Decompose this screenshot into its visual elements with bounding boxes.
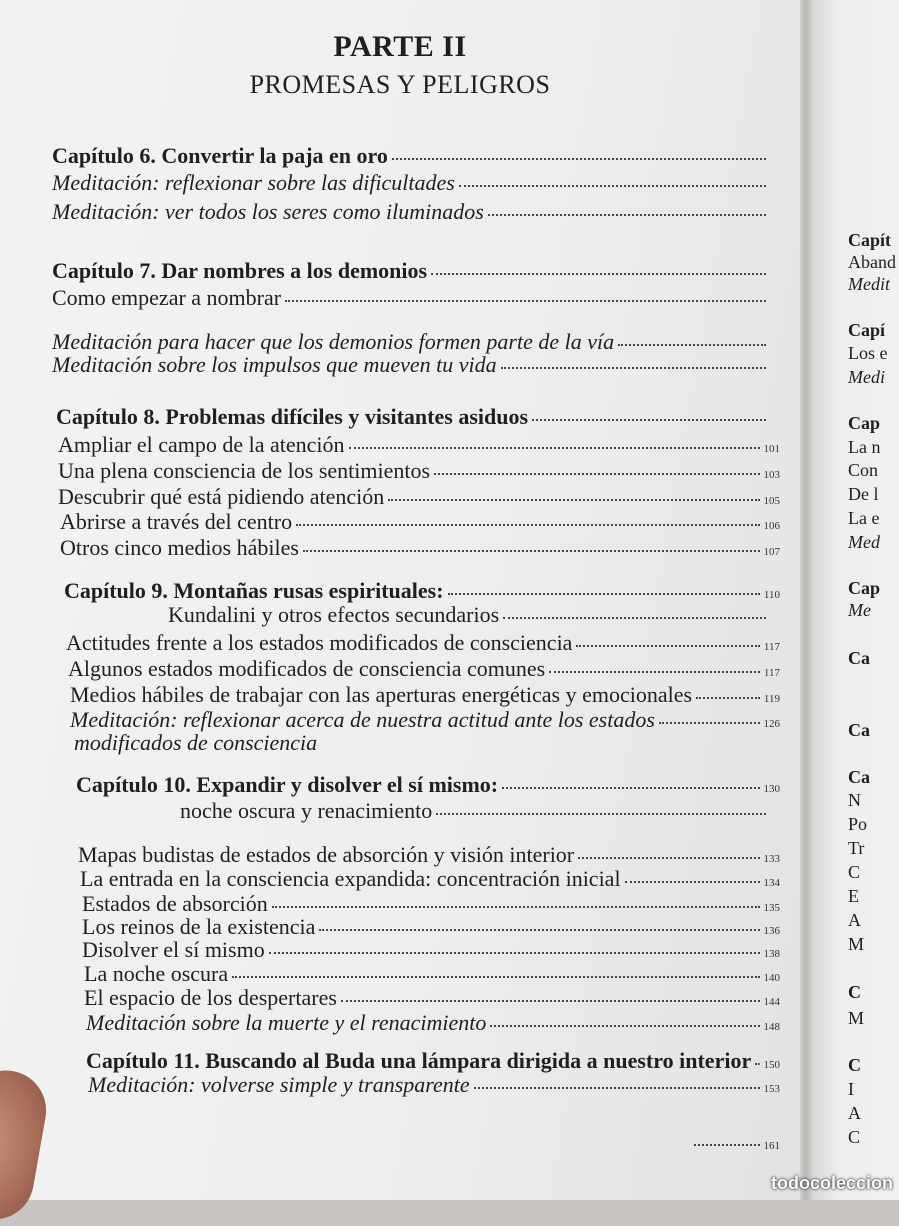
toc-leader-dots	[303, 550, 760, 552]
facing-page-line: Ca	[848, 720, 870, 740]
toc-page-number: 119	[763, 693, 780, 705]
toc-entry-text: La entrada en la consciencia expandida: concentración inicial	[80, 866, 621, 891]
toc-leader-dots	[436, 813, 766, 815]
toc-entry-text: Los reinos de la existencia	[82, 914, 316, 939]
toc-leader-dots	[269, 952, 760, 954]
facing-page-line: Cap	[848, 578, 881, 598]
toc-page-number: 107	[763, 546, 780, 558]
facing-page-line: E	[848, 886, 859, 906]
toc-entry-text: Meditación: volverse simple y transparente	[88, 1072, 470, 1097]
toc-leader-dots	[696, 697, 760, 699]
toc-entry	[84, 961, 780, 987]
facing-page-line: M	[848, 934, 865, 954]
toc-leader-dots	[392, 158, 766, 160]
toc-entry	[76, 772, 780, 798]
book-gutter	[800, 0, 812, 1200]
toc-leader-dots	[576, 645, 759, 647]
toc-entry-text: Algunos estados modificados de consciencia comunes	[68, 656, 546, 681]
toc-entry-text: Capítulo 9. Montañas rusas espirituales:	[64, 578, 444, 603]
toc-entry-text: Capítulo 10. Expandir y disolver el sí mismo:	[76, 772, 499, 797]
toc-entry	[70, 682, 780, 708]
toc-entry	[58, 484, 780, 510]
toc-entry	[52, 352, 780, 378]
toc-entry	[52, 199, 780, 225]
toc-page-number: 101	[763, 443, 780, 455]
toc-entry	[86, 1010, 780, 1036]
facing-page-line: A	[848, 910, 861, 930]
facing-page-line: Ca	[848, 648, 870, 668]
toc-entry	[690, 1140, 780, 1152]
facing-page-line: N	[848, 790, 861, 810]
toc-leader-dots	[459, 185, 766, 187]
part-subtitle: PROMESAS Y PELIGROS	[249, 70, 551, 99]
toc-entry	[82, 937, 780, 963]
facing-page-line: Me	[848, 600, 871, 620]
facing-page-line: La n	[848, 437, 881, 457]
toc-entry-text: Mapas budistas de estados de absorción y visión interior	[78, 842, 575, 867]
toc-page-number: 103	[763, 469, 780, 481]
toc-leader-dots	[578, 857, 759, 859]
facing-page-line: C	[848, 1055, 861, 1075]
toc-entry-text: Abrirse a través del centro	[60, 509, 293, 534]
facing-page-line: Aband	[848, 252, 896, 272]
toc-leader-dots	[490, 1025, 759, 1027]
toc-entry-text: Capítulo 11. Buscando al Buda una lámpara dirigida a nuestro interior	[86, 1048, 752, 1073]
toc-entry	[180, 798, 780, 824]
toc-entry	[66, 630, 780, 656]
toc-leader-dots	[285, 300, 766, 302]
toc-entry-text: Descubrir qué está pidiendo atención	[58, 484, 385, 509]
toc-page-number: 117	[763, 641, 780, 653]
toc-leader-dots	[448, 593, 760, 595]
facing-page-line: Los e	[848, 343, 888, 363]
toc-leader-dots	[341, 1000, 760, 1002]
facing-page-line: Ca	[848, 767, 870, 787]
toc-page-number: 133	[763, 853, 780, 865]
toc-entry-text: Meditación sobre la muerte y el renacimiento	[86, 1010, 487, 1035]
toc-page-number: 135	[763, 902, 780, 914]
toc-entry-text: noche oscura y renacimiento	[180, 798, 433, 823]
toc-entry	[52, 143, 780, 169]
toc-leader-dots	[434, 473, 759, 475]
toc-leader-dots	[474, 1087, 760, 1089]
facing-page-line: C	[848, 1127, 861, 1147]
facing-page-line: Cap	[848, 413, 881, 433]
toc-leader-dots	[349, 447, 760, 449]
toc-leader-dots	[502, 787, 759, 789]
toc-page-number: 117	[763, 667, 780, 679]
toc-leader-dots	[618, 344, 766, 346]
toc-entry-text: Actitudes frente a los estados modificados de consciencia	[66, 630, 573, 655]
toc-entry-text: Estados de absorción	[82, 891, 268, 916]
toc-entry-text: Una plena consciencia de los sentimientos	[58, 458, 431, 483]
toc-entry-text: Meditación: ver todos los seres como iluminados	[52, 199, 484, 224]
toc-entry-text: Medios hábiles de trabajar con las aperturas energéticas y emocionales	[70, 682, 693, 707]
toc-leader-dots	[532, 419, 766, 421]
toc-page-number: 136	[763, 925, 780, 937]
toc-page-number: 148	[763, 1021, 780, 1033]
facing-page-line: Med	[848, 532, 880, 552]
toc-entry-text: Meditación: reflexionar acerca de nuestra actitud ante los estados	[70, 707, 655, 732]
toc-entry-text: Ampliar el campo de la atención	[58, 432, 345, 457]
facing-page-line: Tr	[848, 838, 865, 858]
facing-page-line: Po	[848, 814, 868, 834]
toc-page-number: 126	[763, 718, 780, 730]
toc-entry-text: Kundalini y otros efectos secundarios	[168, 602, 500, 627]
facing-page-line: C	[848, 862, 861, 882]
toc-entry	[88, 1072, 780, 1098]
toc-leader-dots	[503, 617, 766, 619]
toc-entry	[84, 985, 780, 1011]
toc-entry	[52, 170, 780, 196]
toc-entry	[52, 258, 780, 284]
toc-leader-dots	[625, 881, 760, 883]
toc-leader-dots	[232, 976, 759, 978]
toc-leader-dots	[388, 499, 759, 501]
toc-leader-dots	[501, 367, 766, 369]
toc-entry	[68, 656, 780, 682]
toc-entry	[64, 578, 780, 604]
toc-leader-dots	[694, 1144, 760, 1146]
facing-page-line: Capít	[848, 230, 892, 250]
toc-entry-text: Otros cinco medios hábiles	[60, 535, 299, 560]
toc-leader-dots	[431, 273, 766, 275]
toc-page-number: 106	[763, 520, 780, 532]
toc-page-number: 130	[763, 783, 780, 795]
toc-entry-text: Meditación: reflexionar sobre las dificultades	[52, 170, 455, 195]
toc-entry	[52, 285, 780, 311]
toc-entry-text: Disolver el sí mismo	[82, 937, 265, 962]
facing-page-line: A	[848, 1103, 861, 1123]
toc-entry-continuation: modificados de consciencia	[74, 730, 318, 755]
toc-page-number: 144	[763, 996, 780, 1008]
toc-leader-dots	[319, 929, 759, 931]
facing-page-line: De l	[848, 484, 879, 504]
facing-page-line: Con	[848, 460, 879, 480]
toc-entry	[86, 1048, 780, 1074]
toc-entry-text: El espacio de los despertares	[84, 985, 337, 1010]
toc-entry	[60, 535, 780, 561]
facing-page-line: Medi	[848, 367, 885, 387]
toc-page-number: 161	[763, 1140, 780, 1152]
toc-entry	[78, 842, 780, 868]
toc-leader-dots	[755, 1063, 759, 1065]
toc-leader-dots	[549, 671, 760, 673]
toc-entry-text: Meditación para hacer que los demonios formen parte de la vía	[52, 329, 615, 354]
book-page-right	[812, 0, 899, 1200]
toc-leader-dots	[659, 722, 760, 724]
toc-page-number: 140	[763, 972, 780, 984]
toc-entry	[60, 509, 780, 535]
facing-page-line: I	[848, 1079, 854, 1099]
toc-entry-text: Capítulo 7. Dar nombres a los demonios	[52, 258, 428, 283]
toc-entry-text: Capítulo 6. Convertir la paja en oro	[52, 143, 388, 168]
toc-page-number: 134	[763, 877, 780, 889]
facing-page-line: Medit	[848, 274, 890, 294]
facing-page-line: M	[848, 1008, 865, 1028]
facing-page-line: Capí	[848, 320, 886, 340]
toc-entry	[58, 458, 780, 484]
part-title: PARTE II	[333, 30, 467, 63]
toc-leader-dots	[272, 906, 760, 908]
toc-leader-dots	[488, 214, 766, 216]
toc-page-number: 138	[763, 948, 780, 960]
toc-page-number: 153	[763, 1083, 780, 1095]
toc-entry-text: La noche oscura	[84, 961, 229, 986]
toc-entry	[56, 404, 780, 430]
toc-leader-dots	[296, 524, 759, 526]
toc-entry-text: Meditación sobre los impulsos que mueven tu vida	[52, 352, 497, 377]
toc-entry-text: Capítulo 8. Problemas difíciles y visitantes asiduos	[56, 404, 529, 429]
toc-entry	[168, 602, 780, 628]
facing-page-line: La e	[848, 508, 880, 528]
toc-page-number: 110	[763, 589, 780, 601]
facing-page-line: C	[848, 982, 861, 1002]
toc-entry	[80, 866, 780, 892]
toc-entry-text: Como empezar a nombrar	[52, 285, 282, 310]
toc-entry	[58, 432, 780, 458]
watermark-logo: todocoleccion	[770, 1173, 893, 1193]
toc-page-number: 150	[763, 1059, 780, 1071]
toc-page-number: 105	[763, 495, 780, 507]
